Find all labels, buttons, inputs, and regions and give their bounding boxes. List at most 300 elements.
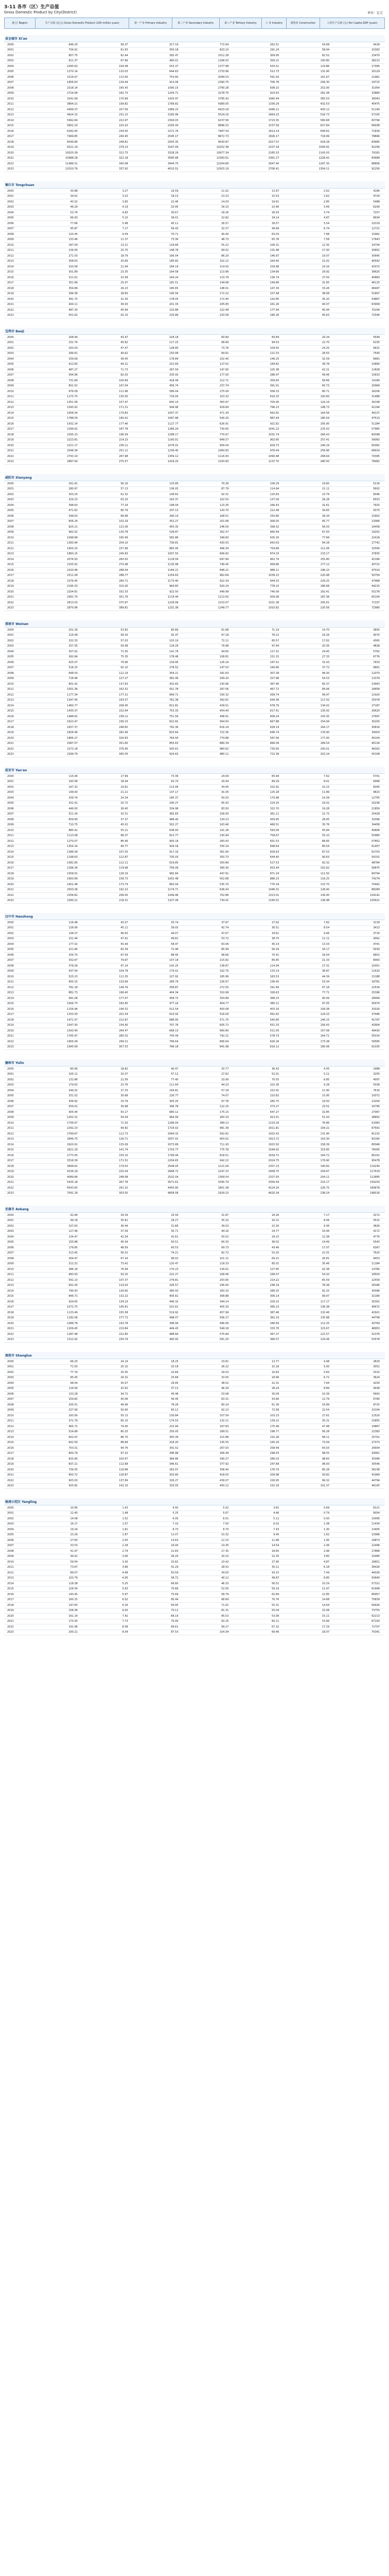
- value-cell: 17.62: [322, 639, 330, 642]
- value-cell: 99.18: [70, 1219, 78, 1223]
- value-cell: 2357.23: [268, 1164, 279, 1168]
- value-cell: 107.18: [169, 959, 179, 962]
- table-row: [4, 102, 385, 108]
- year-cell: 2012: [7, 986, 14, 989]
- value-cell: 5.12: [273, 1517, 279, 1520]
- value-cell: 580.68: [320, 118, 330, 122]
- value-cell: 1007.37: [167, 411, 179, 415]
- value-cell: 191.96: [68, 1625, 78, 1629]
- value-cell: 35.20: [322, 297, 330, 301]
- value-cell: 35.11: [271, 1566, 279, 1569]
- value-cell: 887.44: [270, 417, 279, 420]
- value-cell: 24704: [372, 243, 380, 247]
- value-cell: 1007.50: [167, 552, 179, 556]
- table-row: [4, 1240, 385, 1246]
- value-cell: 924.63: [169, 753, 179, 756]
- value-cell: 51.43: [322, 1116, 330, 1120]
- value-cell: 644.63: [169, 70, 179, 74]
- year-cell: 2002: [7, 1224, 14, 1228]
- value-cell: 47513: [372, 417, 380, 420]
- value-cell: 874.33: [270, 552, 279, 556]
- value-cell: 32.82: [171, 1560, 179, 1564]
- table-row: [4, 1267, 385, 1273]
- value-cell: 36.44: [120, 1224, 128, 1228]
- value-cell: 222.64: [119, 709, 128, 713]
- value-cell: 465.72: [68, 1425, 78, 1428]
- year-cell: 2019: [7, 877, 14, 881]
- table-row: [4, 736, 385, 741]
- value-cell: 79.67: [120, 959, 128, 962]
- value-cell: 192.22: [119, 888, 128, 892]
- year-cell: 2014: [7, 118, 14, 122]
- value-cell: 300.39: [169, 1435, 179, 1439]
- value-cell: 516.04: [219, 1013, 229, 1016]
- value-cell: 922.50: [169, 590, 179, 594]
- value-cell: 742.21: [219, 1035, 229, 1038]
- table-row: [4, 823, 385, 828]
- value-cell: 1249.77: [218, 606, 229, 610]
- year-cell: 2019: [7, 146, 14, 149]
- value-cell: 26.57: [221, 222, 229, 225]
- value-cell: 12.79: [322, 1398, 330, 1401]
- value-cell: 505.20: [270, 536, 279, 539]
- value-cell: 3624: [373, 1376, 380, 1380]
- value-cell: 132.22: [119, 1295, 128, 1298]
- value-cell: 173.38: [320, 1040, 330, 1043]
- value-cell: 829.73: [270, 444, 279, 447]
- value-cell: 25078: [372, 699, 380, 702]
- value-cell: 177.02: [68, 942, 78, 946]
- value-cell: 7.17: [122, 227, 128, 231]
- year-cell: 2017: [7, 867, 14, 870]
- value-cell: 418.49: [169, 379, 179, 382]
- value-cell: 33880: [372, 92, 380, 95]
- column-header-cell: 建筑业 Construction: [286, 18, 320, 29]
- region-heading: 延安市 Yan'an: [4, 767, 385, 774]
- year-cell: 2016: [7, 129, 14, 133]
- value-cell: 2532.04: [167, 1175, 179, 1179]
- value-cell: 21.56: [120, 1078, 128, 1081]
- year-cell: 2005: [7, 216, 14, 220]
- value-cell: 248.81: [119, 140, 128, 144]
- year-cell: 2010: [7, 1414, 14, 1417]
- value-cell: 3.85: [324, 1555, 330, 1558]
- value-cell: 9054: [373, 1512, 380, 1515]
- value-cell: 209.20: [219, 677, 229, 681]
- year-cell: 2017: [7, 1159, 14, 1163]
- value-cell: 2376.45: [67, 579, 78, 583]
- table-row: [4, 1581, 385, 1587]
- value-cell: 5549: [373, 335, 380, 339]
- value-cell: 1333.30: [67, 1013, 78, 1016]
- value-cell: 3356.44: [268, 1181, 279, 1184]
- value-cell: 310.26: [119, 585, 128, 588]
- value-cell: 528.87: [169, 531, 179, 534]
- value-cell: 498.91: [219, 715, 229, 718]
- value-cell: 4070: [373, 634, 380, 637]
- value-cell: 250.03: [68, 346, 78, 350]
- year-cell: 2020: [7, 444, 14, 447]
- value-cell: 366.57: [270, 1338, 279, 1342]
- value-cell: 982.84: [169, 872, 179, 875]
- table-row: [4, 243, 385, 248]
- value-cell: 117.31: [270, 650, 279, 653]
- value-cell: 272.55: [219, 986, 229, 989]
- value-cell: 3585.88: [167, 157, 179, 160]
- value-cell: 1266.24: [167, 428, 179, 431]
- value-cell: 41.29: [171, 1566, 179, 1569]
- value-cell: 341.52: [169, 1446, 179, 1450]
- year-cell: 2020: [7, 736, 14, 740]
- value-cell: 8.06: [324, 1219, 330, 1223]
- value-cell: 19.81: [120, 785, 128, 789]
- value-cell: 98.83: [322, 1457, 330, 1461]
- year-cell: 2007: [7, 666, 14, 670]
- year-cell: 2020: [7, 1175, 14, 1179]
- value-cell: 65.78: [271, 238, 279, 242]
- year-cell: 2013: [7, 1577, 14, 1580]
- value-cell: 646.20: [68, 43, 78, 46]
- value-cell: 1095.63: [67, 64, 78, 68]
- value-cell: 942.22: [219, 1159, 229, 1163]
- value-cell: 54.68: [322, 43, 330, 46]
- value-cell: 12070: [372, 671, 380, 675]
- value-cell: 36.42: [271, 1067, 279, 1071]
- value-cell: 10.29: [322, 1582, 330, 1585]
- value-cell: 123.36: [119, 525, 128, 529]
- value-cell: 60.84: [221, 335, 229, 339]
- value-cell: 12204.89: [216, 162, 229, 165]
- year-cell: 2015: [7, 563, 14, 567]
- year-cell: 2002: [7, 200, 14, 204]
- value-cell: 151.15: [270, 655, 279, 659]
- table-row: [4, 1175, 385, 1180]
- table-row: [4, 460, 385, 465]
- value-cell: 496.06: [219, 1321, 229, 1325]
- value-cell: 26620: [372, 709, 380, 713]
- value-cell: 55.31: [271, 1603, 279, 1607]
- value-cell: 218.95: [169, 660, 179, 664]
- table-row: [4, 1576, 385, 1582]
- value-cell: 180.41: [119, 417, 128, 420]
- year-cell: 2003: [7, 498, 14, 502]
- table-row: [4, 216, 385, 222]
- value-cell: 831.53: [270, 839, 279, 843]
- value-cell: 9.34: [122, 232, 128, 236]
- value-cell: 1496.11: [268, 108, 279, 111]
- value-cell: 135.50: [119, 395, 128, 399]
- year-cell: 2015: [7, 270, 14, 274]
- value-cell: 3848.62: [67, 1164, 78, 1168]
- value-cell: 3139: [373, 921, 380, 924]
- value-cell: 2292.23: [67, 1127, 78, 1130]
- year-cell: 2002: [7, 639, 14, 642]
- value-cell: 27067: [372, 1110, 380, 1114]
- value-cell: 120.47: [169, 1262, 179, 1266]
- value-cell: 126.71: [119, 1138, 128, 1141]
- value-cell: 37.72: [322, 666, 330, 670]
- value-cell: 627.84: [320, 124, 330, 128]
- value-cell: 88289: [372, 888, 380, 892]
- value-cell: 2076.93: [67, 557, 78, 561]
- year-cell: 2001: [7, 1073, 14, 1076]
- value-cell: 41.61: [171, 1235, 179, 1239]
- value-cell: 6.72: [324, 1376, 330, 1380]
- year-cell: 2003: [7, 791, 14, 794]
- value-cell: 642.59: [68, 1441, 78, 1445]
- table-row: [4, 1430, 385, 1435]
- value-cell: 56.45: [171, 1398, 179, 1401]
- value-cell: 3272: [373, 1213, 380, 1217]
- value-cell: 237.74: [219, 384, 229, 388]
- value-cell: 40.07: [322, 303, 330, 307]
- table-row: [4, 503, 385, 509]
- value-cell: 1664.23: [268, 113, 279, 117]
- value-cell: 1287.48: [67, 1332, 78, 1336]
- year-cell: 2004: [7, 1235, 14, 1239]
- value-cell: 177.00: [320, 736, 330, 740]
- value-cell: 100.67: [119, 1457, 128, 1461]
- year-cell: 2003: [7, 645, 14, 648]
- value-cell: 1716.02: [167, 1127, 179, 1130]
- value-cell: 9543.87: [218, 140, 229, 144]
- value-cell: 1072.75: [67, 1306, 78, 1309]
- value-cell: 199.82: [119, 103, 128, 106]
- value-cell: 61.39: [271, 1403, 279, 1406]
- value-cell: 24.77: [271, 1230, 279, 1233]
- value-cell: 1.30: [324, 1528, 330, 1531]
- value-cell: 23.81: [221, 1360, 229, 1363]
- value-cell: 28213: [372, 59, 380, 63]
- table-row: [4, 297, 385, 302]
- value-cell: 3.27: [122, 189, 128, 193]
- value-cell: 380.50: [169, 1289, 179, 1293]
- value-cell: 1856.63: [67, 81, 78, 84]
- value-cell: 5663: [373, 1392, 380, 1396]
- table-row: [4, 1023, 385, 1029]
- value-cell: 33.90: [221, 1078, 229, 1081]
- value-cell: 16.59: [171, 189, 179, 193]
- value-cell: 801.52: [68, 384, 78, 388]
- table-row: [4, 275, 385, 281]
- table-row: [4, 1131, 385, 1137]
- value-cell: 34061: [372, 1452, 380, 1455]
- value-cell: 41.97: [70, 1549, 78, 1553]
- value-cell: 183.53: [270, 975, 279, 978]
- value-cell: 102.53: [219, 498, 229, 502]
- value-cell: 26.93: [271, 211, 279, 214]
- value-cell: 208.45: [119, 704, 128, 707]
- value-cell: 5762: [373, 650, 380, 653]
- year-cell: 2017: [7, 428, 14, 431]
- value-cell: 54.20: [322, 1273, 330, 1277]
- value-cell: 792.36: [169, 725, 179, 729]
- value-cell: 178.05: [169, 297, 179, 301]
- table-row: [4, 1544, 385, 1549]
- table-row: [4, 888, 385, 893]
- value-cell: 19.07: [322, 254, 330, 258]
- value-cell: 367.46: [270, 682, 279, 686]
- value-cell: 11583.61: [216, 157, 229, 160]
- value-cell: 395.05: [119, 753, 128, 756]
- value-cell: 15962: [372, 232, 380, 236]
- value-cell: 89.98: [120, 514, 128, 518]
- value-cell: 4.95: [122, 1577, 128, 1580]
- value-cell: 8.73: [172, 1528, 179, 1531]
- value-cell: 111.96: [119, 389, 128, 393]
- table-row: [4, 1213, 385, 1218]
- value-cell: 92.32: [322, 861, 330, 865]
- year-cell: 2001: [7, 195, 14, 198]
- table-row: [4, 454, 385, 460]
- value-cell: 490.93: [169, 1338, 179, 1342]
- value-cell: 488.40: [169, 818, 179, 821]
- value-cell: 301.89: [68, 270, 78, 274]
- value-cell: 591.13: [68, 1278, 78, 1282]
- value-cell: 55278: [372, 590, 380, 594]
- value-cell: 196016: [369, 1192, 380, 1195]
- value-cell: 35096: [372, 1457, 380, 1461]
- value-cell: 1298.17: [167, 433, 179, 436]
- value-cell: 881.73: [68, 991, 78, 995]
- value-cell: 255.05: [169, 1430, 179, 1434]
- table-row: [4, 779, 385, 785]
- table-row: [4, 384, 385, 389]
- value-cell: 137.69: [119, 1479, 128, 1482]
- value-cell: 45134: [372, 742, 380, 745]
- value-cell: 2.36: [324, 1544, 330, 1548]
- section-gap: [4, 757, 385, 767]
- table-row: [4, 530, 385, 536]
- value-cell: 202.24: [320, 753, 330, 756]
- value-cell: 48953: [372, 1327, 380, 1331]
- value-cell: 182.80: [119, 1002, 128, 1006]
- value-cell: 180.54: [320, 417, 330, 420]
- value-cell: 1593.40: [67, 1029, 78, 1032]
- value-cell: 4062: [373, 937, 380, 941]
- value-cell: 8725: [373, 1403, 380, 1406]
- value-cell: 1121.04: [218, 1164, 229, 1168]
- value-cell: 6367: [373, 1246, 380, 1249]
- value-cell: 53.08: [221, 1392, 229, 1396]
- table-row: [4, 969, 385, 975]
- value-cell: 14.35: [221, 1544, 229, 1548]
- value-cell: 354.89: [68, 286, 78, 290]
- value-cell: 91.25: [322, 1289, 330, 1293]
- year-cell: 2009: [7, 531, 14, 534]
- value-cell: 3531: [373, 1219, 380, 1223]
- value-cell: 837.21: [68, 1463, 78, 1466]
- value-cell: 92.31: [221, 493, 229, 496]
- year-cell: 2003: [7, 206, 14, 209]
- year-cell: 2001: [7, 926, 14, 930]
- value-cell: 10392: [372, 48, 380, 52]
- value-cell: 19189: [372, 379, 380, 382]
- value-cell: 6801: [373, 953, 380, 957]
- year-cell: 2017: [7, 1013, 14, 1016]
- value-cell: 582.86: [169, 536, 179, 539]
- value-cell: 34.61: [271, 931, 279, 935]
- year-cell: 2009: [7, 1555, 14, 1558]
- value-cell: 19.24: [70, 1528, 78, 1531]
- value-cell: 103.19: [169, 639, 179, 642]
- value-cell: 75.69: [171, 1592, 179, 1596]
- value-cell: 6.02: [122, 1598, 128, 1602]
- value-cell: 13.21: [120, 243, 128, 247]
- table-row: [4, 606, 385, 612]
- value-cell: 178.85: [68, 1246, 78, 1249]
- value-cell: 146.25: [270, 357, 279, 361]
- value-cell: 76.86: [322, 1121, 330, 1125]
- value-cell: 35.09: [271, 1392, 279, 1396]
- value-cell: 15188: [372, 975, 380, 978]
- value-cell: 137.17: [169, 791, 179, 794]
- value-cell: 398.94: [169, 1321, 179, 1325]
- value-cell: 126.16: [219, 660, 229, 664]
- value-cell: 87.53: [171, 1631, 179, 1634]
- value-cell: 73.36: [171, 238, 179, 242]
- value-cell: 344.14: [219, 1300, 229, 1303]
- value-cell: 235.55: [219, 1441, 229, 1445]
- value-cell: 1064.73: [67, 1002, 78, 1006]
- value-cell: 260.50: [119, 557, 128, 561]
- value-cell: 180.06: [320, 1045, 330, 1049]
- table-row: [4, 655, 385, 660]
- table-row: [4, 70, 385, 75]
- value-cell: 404.34: [169, 991, 179, 995]
- value-cell: 80152: [372, 1154, 380, 1157]
- value-cell: 3315: [373, 1370, 380, 1374]
- value-cell: 0.79: [324, 1512, 330, 1515]
- table-row: [4, 118, 385, 124]
- table-row: [4, 432, 385, 438]
- table-row: [4, 926, 385, 931]
- value-cell: 189.54: [320, 742, 330, 745]
- value-cell: 103.23: [270, 1414, 279, 1417]
- table-row: [4, 1066, 385, 1072]
- table-row: [4, 411, 385, 416]
- table-row: [4, 416, 385, 422]
- value-cell: 830.14: [169, 400, 179, 404]
- value-cell: 33.79: [120, 1099, 128, 1103]
- value-cell: 15.53: [271, 195, 279, 198]
- year-cell: 2010: [7, 975, 14, 978]
- region-heading: 省会城市 Xi'an: [4, 35, 385, 42]
- table-row: [4, 48, 385, 54]
- value-cell: 359.83: [270, 379, 279, 382]
- year-cell: 2005: [7, 1241, 14, 1244]
- value-cell: 8.08: [122, 1625, 128, 1629]
- value-cell: 2458.75: [268, 1170, 279, 1174]
- value-cell: 95.12: [171, 1409, 179, 1412]
- value-cell: 71.50: [120, 1121, 128, 1125]
- value-cell: 55.21: [120, 828, 128, 832]
- value-cell: 722.36: [219, 731, 229, 735]
- value-cell: 35.31: [322, 1419, 330, 1423]
- value-cell: 764.56: [169, 736, 179, 740]
- value-cell: 70.66: [171, 1587, 179, 1591]
- value-cell: 849.57: [219, 438, 229, 442]
- value-cell: 935.61: [169, 747, 179, 751]
- value-cell: 115.44: [68, 774, 78, 778]
- value-cell: 175.15: [219, 1110, 229, 1114]
- value-cell: 4450.95: [167, 1186, 179, 1190]
- table-row: [4, 877, 385, 883]
- value-cell: 2.28: [122, 1544, 128, 1548]
- value-cell: 139.19: [119, 1300, 128, 1303]
- value-cell: 291.69: [270, 986, 279, 989]
- year-cell: 2022: [7, 601, 14, 604]
